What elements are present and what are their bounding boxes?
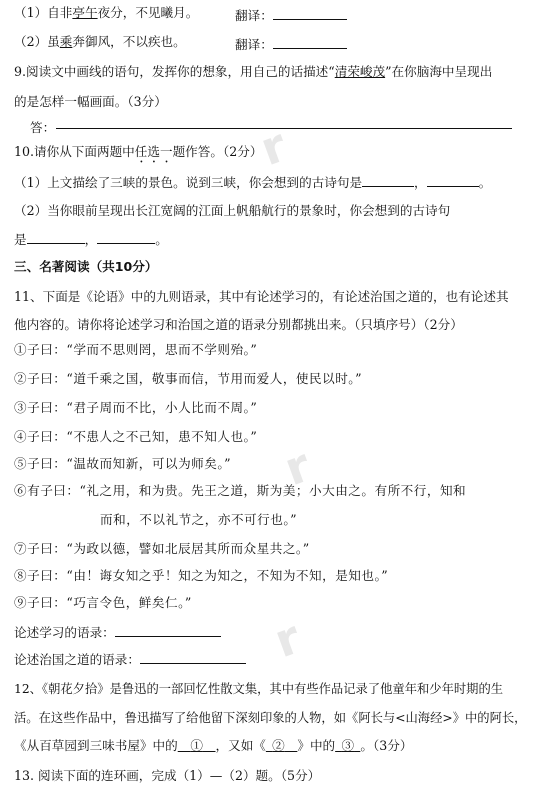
answer-label: 论述学习的语录： — [14, 625, 115, 640]
q9-text: ”在你脑海中呈现出 — [385, 64, 493, 79]
answer-blank[interactable] — [27, 231, 85, 244]
translate-item-1 — [14, 5, 198, 21]
quote-item: ⑤子曰：“温故而知新，可以为师矣。” — [14, 456, 232, 471]
answer-blank-3[interactable] — [335, 738, 360, 753]
q12-stem: 12、《朝花夕拾》是鲁迅的一部回忆性散文集，其中有些作品记录了他童年和少年时期的生 — [14, 682, 504, 696]
q12-text: 。（3分） — [360, 738, 413, 753]
q11-stem: 11、下面是《论语》中的九则语录，其中有论述学习的，有论述治国之道的，也有论述其 — [14, 289, 509, 304]
q12-text: 》中的 — [297, 738, 336, 753]
blank-number: ② — [272, 738, 285, 753]
item-number: （2） — [14, 34, 48, 49]
watermark: r — [267, 609, 308, 669]
q11-stem-cont: 他内容的。请你将论述学习和治国之道的语录分别都挑出来。（只填序号）（2分） — [14, 317, 463, 332]
watermark: r — [277, 437, 318, 497]
quote-item: ④子曰：“不患人之不己知，患不知人也。” — [14, 429, 258, 444]
quote-item: ②子曰：“道千乘之国，敬事而信，节用而爱人，使民以时。” — [14, 371, 363, 386]
q12-blanks-row — [14, 738, 412, 754]
section-title: 三、名著阅读（共10分） — [14, 259, 158, 274]
answer-blank[interactable] — [97, 231, 155, 244]
quote-item: ③子曰：“君子周而不比，小人比而不周。” — [14, 400, 258, 415]
sentence-text: 自非 — [47, 5, 73, 20]
answer-blank[interactable] — [115, 624, 221, 637]
blank-number: ③ — [341, 738, 355, 753]
watermark: r — [253, 117, 294, 177]
item-text: 是 — [14, 232, 27, 247]
answer-blank-1[interactable] — [178, 738, 216, 753]
q9-text: 9.阅读文中画线的语句，发挥你的想象，用自己的话描述“ — [14, 64, 335, 79]
q10-stem — [14, 144, 262, 166]
translate-item-2 — [14, 34, 186, 50]
quote-item: ⑥有子曰：“礼之用，和为贵。先王之道，斯为美；小大由之。有所不行，知和 — [14, 483, 467, 498]
translate-answer-1 — [235, 5, 347, 24]
quote-item: ⑨子曰：“巧言令色，鲜矣仁。” — [14, 595, 192, 610]
marked-word: 乘 — [59, 34, 73, 49]
q10-item-2-cont — [14, 231, 168, 248]
sentence-text: 夜分，不见曦月。 — [97, 5, 199, 20]
item-text: （1）上文描绘了三峡的景色。说到三峡，你会想到的古诗句是 — [14, 175, 363, 190]
blank-number: ① — [190, 738, 203, 753]
answer-blank[interactable] — [273, 7, 347, 20]
punct: ， — [84, 232, 98, 247]
translate-label: 翻译： — [235, 37, 273, 52]
translate-label: 翻译： — [235, 8, 273, 23]
translate-answer-2 — [235, 34, 347, 53]
punct: 。 — [478, 175, 492, 190]
q10-text: 题作答。（2分） — [172, 144, 263, 159]
answer-line[interactable] — [56, 128, 512, 129]
q12-text: 《从百草园到三味书屋》中的 — [14, 738, 178, 753]
quote-item: ⑧子曰：“由！诲女知之乎！知之为知之，不知为不知，是知也。” — [14, 568, 389, 583]
item-number: （1） — [14, 5, 48, 20]
answer-label: 论述治国之道的语录： — [14, 652, 140, 667]
answer-blank[interactable] — [140, 651, 246, 664]
q9-stem-cont: 的是怎样一幅画面。（3分） — [14, 94, 167, 109]
govern-answer-row — [14, 651, 246, 668]
answer-blank-2[interactable] — [266, 738, 297, 753]
study-answer-row — [14, 624, 221, 641]
answer-blank[interactable] — [362, 174, 414, 187]
q12-text: ，又如《 — [215, 738, 266, 753]
q12-stem-cont: 活。在这些作品中，鲁迅描写了给他留下深刻印象的人物，如《阿长与<山海经>》中的阿长， — [14, 711, 527, 725]
q10-item-2: （2）当你眼前呈现出长江宽阔的江面上帆船航行的景象时，你会想到的古诗句 — [14, 203, 451, 218]
quote-item-cont: 而和，不以礼节之，亦不可行也。” — [100, 512, 298, 527]
answer-label: 答： — [30, 120, 56, 135]
answer-blank[interactable] — [427, 174, 479, 187]
quote-item: ①子曰：“学而不思则罔，思而不学则殆。” — [14, 342, 258, 357]
q13-stem: 13. 阅读下面的连环画，完成（1）—（2）题。（5分） — [14, 768, 321, 783]
quote-item: ⑦子曰：“为政以德，譬如北辰居其所而众星共之。” — [14, 541, 310, 556]
punct: 。 — [155, 232, 168, 247]
q9-stem — [14, 64, 492, 80]
sentence-text: 虽 — [47, 34, 60, 49]
punct: ， — [414, 175, 427, 190]
marked-word: 亭午 — [72, 5, 98, 20]
q10-text: 10.请你从下面两题中 — [14, 144, 135, 159]
emphasis-text: 任选一 — [134, 144, 173, 159]
answer-blank[interactable] — [273, 36, 347, 49]
underlined-phrase: 清荣峻茂 — [334, 64, 386, 79]
sentence-text: 奔御风，不以疾也。 — [72, 34, 186, 49]
q10-item-1 — [14, 174, 491, 191]
